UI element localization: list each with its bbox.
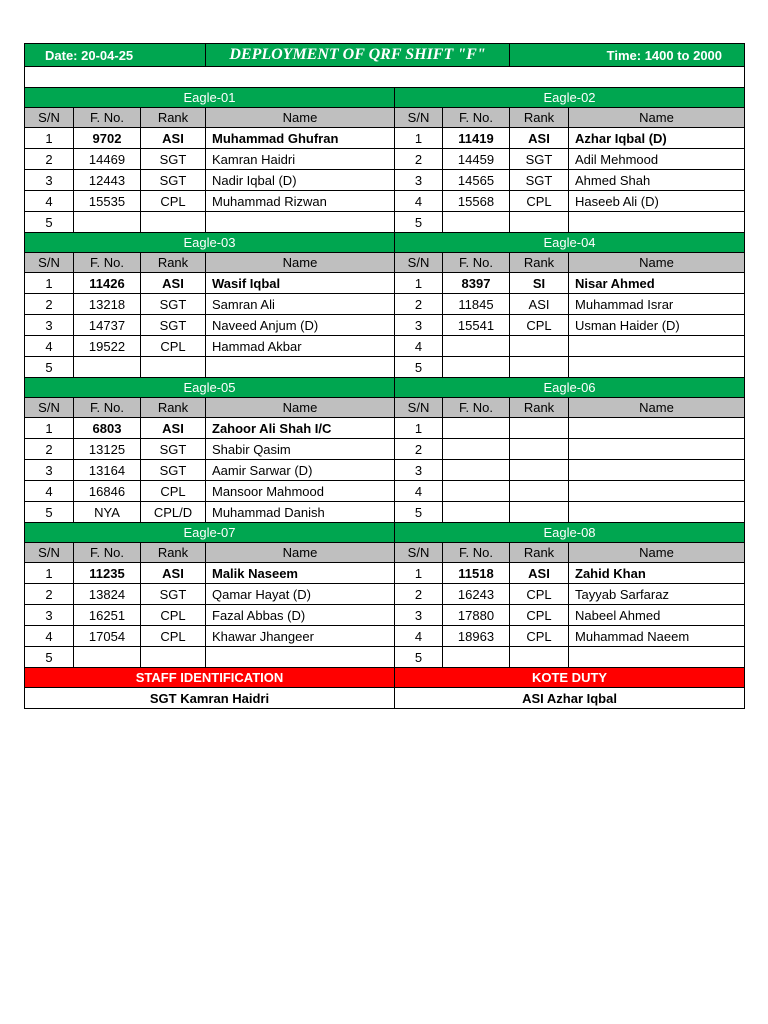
rank-cell: CPL	[510, 584, 569, 605]
name-header: Name	[206, 108, 395, 128]
rank-cell: SGT	[141, 315, 206, 336]
fno-cell: 15541	[443, 315, 510, 336]
rank-cell: SGT	[141, 584, 206, 605]
sn-cell: 5	[395, 357, 443, 378]
eagle-header-row	[25, 88, 745, 108]
fno-cell: 13164	[74, 460, 141, 481]
sn-cell: 5	[25, 357, 74, 378]
rank-header: Rank	[510, 543, 569, 563]
table-row	[25, 273, 745, 294]
fno-header: F. No.	[74, 108, 141, 128]
fno-cell	[74, 212, 141, 233]
column-header-row	[25, 543, 745, 563]
sn-cell: 2	[25, 439, 74, 460]
name-cell: Aamir Sarwar (D)	[206, 460, 395, 481]
name-header: Name	[569, 398, 745, 418]
sn-cell: 2	[395, 149, 443, 170]
name-header: Name	[569, 543, 745, 563]
sn-cell: 3	[25, 605, 74, 626]
rank-header: Rank	[141, 398, 206, 418]
eagle-title-right: Eagle-06	[395, 378, 745, 398]
name-cell	[569, 439, 745, 460]
name-cell: Muhammad Ghufran	[206, 128, 395, 149]
name-cell: Tayyab Sarfaraz	[569, 584, 745, 605]
rank-cell	[510, 460, 569, 481]
name-cell: Naveed Anjum (D)	[206, 315, 395, 336]
name-cell: Wasif Iqbal	[206, 273, 395, 294]
fno-cell: 17880	[443, 605, 510, 626]
sn-cell: 1	[395, 128, 443, 149]
fno-cell: 16243	[443, 584, 510, 605]
fno-header: F. No.	[443, 398, 510, 418]
rank-cell	[510, 481, 569, 502]
fno-cell	[443, 647, 510, 668]
name-cell: Haseeb Ali (D)	[569, 191, 745, 212]
name-cell: Mansoor Mahmood	[206, 481, 395, 502]
rank-header: Rank	[510, 398, 569, 418]
name-cell: Muhammad Israr	[569, 294, 745, 315]
staff-identification-title: STAFF IDENTIFICATION	[25, 668, 395, 688]
sn-header: S/N	[395, 108, 443, 128]
rank-cell: CPL	[510, 605, 569, 626]
sn-cell: 3	[395, 605, 443, 626]
sn-header: S/N	[25, 543, 74, 563]
fno-cell: 15568	[443, 191, 510, 212]
fno-cell	[443, 212, 510, 233]
rank-cell: SGT	[141, 439, 206, 460]
kote-duty-value: ASI Azhar Iqbal	[395, 688, 745, 709]
fno-cell	[443, 336, 510, 357]
fno-cell: 13125	[74, 439, 141, 460]
name-cell: Kamran Haidri	[206, 149, 395, 170]
fno-cell: 11518	[443, 563, 510, 584]
sn-cell: 1	[395, 418, 443, 439]
fno-cell	[443, 357, 510, 378]
sn-cell: 2	[395, 294, 443, 315]
name-cell: Azhar Iqbal (D)	[569, 128, 745, 149]
sn-cell: 4	[395, 191, 443, 212]
table-row	[25, 418, 745, 439]
rank-cell	[141, 647, 206, 668]
fno-cell: 14565	[443, 170, 510, 191]
fno-header: F. No.	[443, 108, 510, 128]
deployment-sheet	[24, 43, 744, 709]
table-row	[25, 315, 745, 336]
fno-cell: 13218	[74, 294, 141, 315]
sn-cell: 1	[395, 563, 443, 584]
fno-cell	[74, 647, 141, 668]
name-cell: Adil Mehmood	[569, 149, 745, 170]
table-row	[25, 149, 745, 170]
rank-cell	[510, 647, 569, 668]
fno-cell: 14459	[443, 149, 510, 170]
rank-cell	[510, 439, 569, 460]
name-cell	[206, 647, 395, 668]
fno-cell	[443, 502, 510, 523]
eagle-title-left: Eagle-07	[25, 523, 395, 543]
table-row	[25, 128, 745, 149]
rank-cell: CPL	[141, 605, 206, 626]
sn-cell: 2	[25, 294, 74, 315]
name-cell: Fazal Abbas (D)	[206, 605, 395, 626]
fno-cell: 11845	[443, 294, 510, 315]
fno-cell	[443, 481, 510, 502]
title-row	[25, 44, 745, 67]
rank-cell: ASI	[141, 128, 206, 149]
rank-header: Rank	[141, 108, 206, 128]
sn-cell: 5	[395, 502, 443, 523]
eagle-title-right: Eagle-04	[395, 233, 745, 253]
deployment-table	[24, 43, 745, 709]
fno-header: F. No.	[74, 253, 141, 273]
column-header-row	[25, 253, 745, 273]
rank-header: Rank	[510, 108, 569, 128]
sn-cell: 3	[25, 460, 74, 481]
fno-header: F. No.	[74, 543, 141, 563]
rank-cell	[510, 357, 569, 378]
fno-cell: 11426	[74, 273, 141, 294]
name-header: Name	[569, 253, 745, 273]
table-row	[25, 170, 745, 191]
rank-cell: ASI	[510, 128, 569, 149]
fno-cell: 16846	[74, 481, 141, 502]
rank-cell	[510, 418, 569, 439]
rank-cell: SGT	[141, 149, 206, 170]
sn-header: S/N	[25, 108, 74, 128]
name-cell	[569, 481, 745, 502]
sn-header: S/N	[25, 398, 74, 418]
footer-value-row	[25, 688, 745, 709]
blank-cell	[25, 67, 745, 88]
rank-cell	[141, 357, 206, 378]
fno-cell: 18963	[443, 626, 510, 647]
sn-cell: 2	[25, 584, 74, 605]
fno-cell: 12443	[74, 170, 141, 191]
name-header: Name	[569, 108, 745, 128]
rank-cell: CPL	[141, 191, 206, 212]
table-row	[25, 481, 745, 502]
fno-cell: 11419	[443, 128, 510, 149]
rank-header: Rank	[510, 253, 569, 273]
name-cell: Nisar Ahmed	[569, 273, 745, 294]
name-cell: Zahid Khan	[569, 563, 745, 584]
fno-cell: 17054	[74, 626, 141, 647]
eagle-header-row	[25, 233, 745, 253]
sn-cell: 4	[395, 481, 443, 502]
sn-cell: 4	[25, 336, 74, 357]
rank-cell	[510, 336, 569, 357]
name-cell: Khawar Jhangeer	[206, 626, 395, 647]
deployment-table-body	[25, 44, 745, 709]
table-row	[25, 191, 745, 212]
sn-cell: 4	[395, 626, 443, 647]
column-header-row	[25, 108, 745, 128]
rank-cell: CPL	[141, 626, 206, 647]
sn-cell: 4	[25, 191, 74, 212]
name-cell: Qamar Hayat (D)	[206, 584, 395, 605]
rank-cell: SGT	[510, 149, 569, 170]
kote-duty-title: KOTE DUTY	[395, 668, 745, 688]
eagle-title-left: Eagle-03	[25, 233, 395, 253]
name-cell: Muhammad Rizwan	[206, 191, 395, 212]
name-cell	[206, 357, 395, 378]
name-cell: Muhammad Naeem	[569, 626, 745, 647]
fno-cell	[74, 357, 141, 378]
rank-cell: CPL	[510, 626, 569, 647]
rank-cell: CPL	[141, 481, 206, 502]
name-header: Name	[206, 398, 395, 418]
table-row	[25, 357, 745, 378]
rank-cell: SI	[510, 273, 569, 294]
table-row	[25, 563, 745, 584]
rank-cell: ASI	[510, 563, 569, 584]
sn-cell: 5	[395, 212, 443, 233]
sn-cell: 4	[395, 336, 443, 357]
fno-cell: 14469	[74, 149, 141, 170]
fno-cell: 14737	[74, 315, 141, 336]
sn-cell: 3	[395, 315, 443, 336]
sn-cell: 3	[395, 460, 443, 481]
table-row	[25, 647, 745, 668]
fno-cell: 11235	[74, 563, 141, 584]
sn-cell: 1	[25, 128, 74, 149]
rank-cell: ASI	[141, 273, 206, 294]
sn-cell: 2	[395, 439, 443, 460]
table-row	[25, 584, 745, 605]
name-cell: Malik Naseem	[206, 563, 395, 584]
table-row	[25, 212, 745, 233]
name-cell	[569, 418, 745, 439]
sn-cell: 3	[25, 170, 74, 191]
sn-cell: 3	[25, 315, 74, 336]
table-row	[25, 439, 745, 460]
fno-cell: NYA	[74, 502, 141, 523]
blank-row	[25, 67, 745, 88]
sn-cell: 4	[25, 626, 74, 647]
fno-cell: 16251	[74, 605, 141, 626]
sn-header: S/N	[395, 253, 443, 273]
footer-header-row	[25, 668, 745, 688]
fno-cell: 8397	[443, 273, 510, 294]
name-cell: Samran Ali	[206, 294, 395, 315]
name-cell	[569, 502, 745, 523]
name-cell: Shabir Qasim	[206, 439, 395, 460]
rank-cell: CPL	[510, 315, 569, 336]
date-label: Date: 20-04-25	[25, 44, 206, 67]
sn-cell: 1	[25, 418, 74, 439]
table-row	[25, 336, 745, 357]
name-cell: Nabeel Ahmed	[569, 605, 745, 626]
eagle-header-row	[25, 523, 745, 543]
fno-cell: 6803	[74, 418, 141, 439]
page-title: DEPLOYMENT OF QRF SHIFT "F"	[206, 44, 510, 67]
sn-cell: 4	[25, 481, 74, 502]
sn-cell: 3	[395, 170, 443, 191]
fno-cell: 13824	[74, 584, 141, 605]
rank-cell: SGT	[141, 170, 206, 191]
rank-cell: CPL	[141, 336, 206, 357]
sn-cell: 2	[395, 584, 443, 605]
fno-header: F. No.	[443, 253, 510, 273]
fno-cell	[443, 418, 510, 439]
name-cell: Ahmed Shah	[569, 170, 745, 191]
sn-header: S/N	[395, 398, 443, 418]
table-row	[25, 294, 745, 315]
rank-cell	[510, 212, 569, 233]
name-cell: Zahoor Ali Shah I/C	[206, 418, 395, 439]
rank-cell: SGT	[141, 460, 206, 481]
name-cell	[569, 336, 745, 357]
fno-header: F. No.	[443, 543, 510, 563]
sn-cell: 1	[395, 273, 443, 294]
name-cell: Hammad Akbar	[206, 336, 395, 357]
fno-cell: 19522	[74, 336, 141, 357]
rank-cell	[141, 212, 206, 233]
fno-cell	[443, 439, 510, 460]
name-cell: Muhammad Danish	[206, 502, 395, 523]
name-cell	[569, 212, 745, 233]
eagle-title-right: Eagle-08	[395, 523, 745, 543]
fno-header: F. No.	[74, 398, 141, 418]
sn-cell: 5	[395, 647, 443, 668]
rank-header: Rank	[141, 253, 206, 273]
fno-cell: 15535	[74, 191, 141, 212]
name-header: Name	[206, 543, 395, 563]
sn-cell: 1	[25, 273, 74, 294]
sn-cell: 5	[25, 647, 74, 668]
eagle-header-row	[25, 378, 745, 398]
name-cell: Nadir Iqbal (D)	[206, 170, 395, 191]
name-header: Name	[206, 253, 395, 273]
fno-cell	[443, 460, 510, 481]
fno-cell: 9702	[74, 128, 141, 149]
sn-cell: 1	[25, 563, 74, 584]
sn-cell: 5	[25, 502, 74, 523]
name-cell: Usman Haider (D)	[569, 315, 745, 336]
table-row	[25, 626, 745, 647]
table-row	[25, 605, 745, 626]
rank-cell: SGT	[510, 170, 569, 191]
table-row	[25, 460, 745, 481]
sn-header: S/N	[395, 543, 443, 563]
sn-cell: 5	[25, 212, 74, 233]
table-row	[25, 502, 745, 523]
rank-cell: CPL/D	[141, 502, 206, 523]
eagle-title-left: Eagle-05	[25, 378, 395, 398]
rank-cell: ASI	[510, 294, 569, 315]
name-cell	[569, 647, 745, 668]
eagle-title-left: Eagle-01	[25, 88, 395, 108]
time-label: Time: 1400 to 2000	[510, 44, 745, 67]
name-cell	[206, 212, 395, 233]
rank-cell: SGT	[141, 294, 206, 315]
name-cell	[569, 460, 745, 481]
column-header-row	[25, 398, 745, 418]
rank-cell: ASI	[141, 418, 206, 439]
rank-cell: CPL	[510, 191, 569, 212]
rank-cell: ASI	[141, 563, 206, 584]
sn-cell: 2	[25, 149, 74, 170]
rank-header: Rank	[141, 543, 206, 563]
staff-identification-value: SGT Kamran Haidri	[25, 688, 395, 709]
name-cell	[569, 357, 745, 378]
rank-cell	[510, 502, 569, 523]
eagle-title-right: Eagle-02	[395, 88, 745, 108]
sn-header: S/N	[25, 253, 74, 273]
